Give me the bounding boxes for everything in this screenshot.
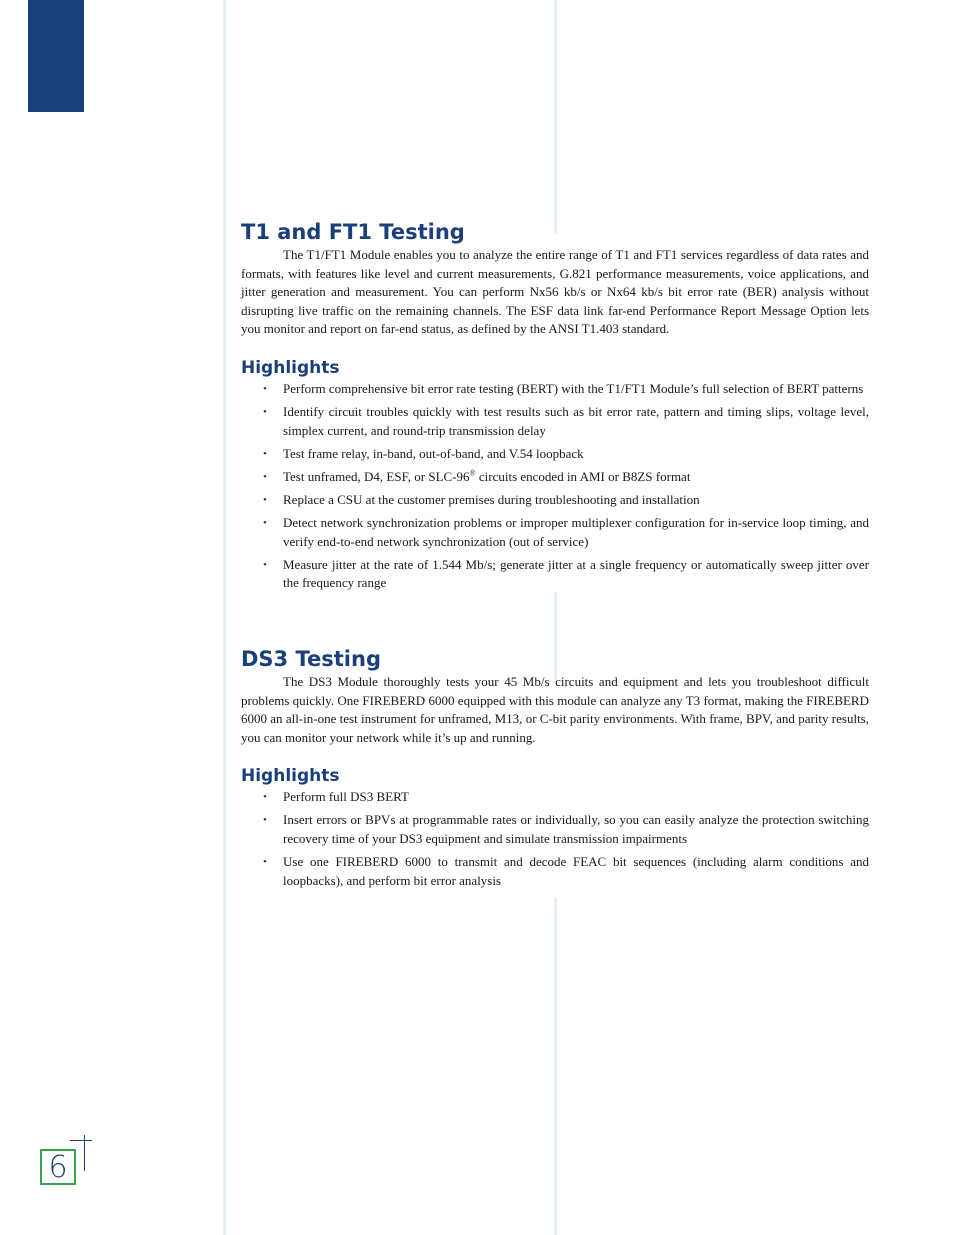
list-item: • Replace a CSU at the customer premises during troubleshooting and installation — [241, 491, 869, 510]
center-guide-line-bottom — [554, 898, 557, 1235]
list-item: • Perform full DS3 BERT — [241, 788, 869, 807]
ds3-section-title: DS3 Testing — [241, 646, 381, 671]
list-item: • Perform comprehensive bit error rate testing (BERT) with the T1/FT1 Module’s full selection of BERT patterns — [241, 380, 869, 399]
page-content — [241, 218, 869, 895]
registered-mark: ® — [469, 468, 476, 478]
t1-highlights-title: Highlights — [241, 357, 340, 378]
crop-mark-vertical — [84, 1135, 85, 1171]
bullet-icon: • — [263, 558, 267, 571]
t1-section-title: T1 and FT1 Testing — [241, 220, 465, 244]
ds3-highlights-list — [241, 788, 869, 890]
list-item: • Detect network synchronization problems or improper multiplexer configuration for in-service loop timing, and verify end-to-end network synchronization (out of service) — [263, 515, 869, 549]
ds3-section-body: The DS3 Module thoroughly tests your 45 Mb/s circuits and equipment and lets you troubleshoot difficult problems quickly. One FIREBERD 6000 equipped with this module can analyze any T3 format, making the FIREBERD 6000 an all-in-one test instrument for unframed, M13, or C-bit parity environments. With frame, BPV, and parity results, you can monitor your network while it’s up and running. — [241, 673, 869, 745]
bullet-icon: • — [263, 791, 267, 804]
bullet-icon: • — [263, 493, 267, 506]
page-number: 6 — [40, 1149, 76, 1185]
list-item: • Use one FIREBERD 6000 to transmit and decode FEAC bit sequences (including alarm conditions and loopbacks), and perform bit error analysis — [263, 854, 869, 888]
list-item: • Insert errors or BPVs at programmable rates or individually, so you can easily analyze the protection switching recovery time of your DS3 equipment and simulate transmission impairments — [263, 812, 869, 846]
t1-section-body: The T1/FT1 Module enables you to analyze the entire range of T1 and FT1 services regardless of data rates and formats, with features like level and current measurements, G.821 performance measurements, voice applications, and jitter generation and measurement. You can perform Nx56 kb/s or Nx64 kb/s bit error rate (BER) analysis without disrupting live traffic on the remaining channels. The ESF data link far-end Performance Report Message Option lets you monitor and report on far-end status, as defined by the ANSI T1.403 standard. — [241, 247, 869, 337]
bullet-icon: • — [263, 470, 267, 483]
bullet-icon: • — [263, 447, 267, 460]
crop-mark-horizontal — [70, 1140, 92, 1141]
header-color-block — [28, 0, 84, 112]
bullet-icon: • — [263, 382, 267, 395]
center-guide-line-top — [554, 0, 557, 234]
bullet-icon: • — [263, 814, 267, 827]
bullet-icon: • — [263, 856, 267, 869]
ds3-highlights-title: Highlights — [241, 766, 340, 787]
left-guide-line — [223, 0, 226, 1235]
list-item: • Measure jitter at the rate of 1.544 Mb/s; generate jitter at a single frequency or automatically sweep jitter over the frequency range — [263, 556, 869, 591]
list-item: • Test unframed, D4, ESF, or SLC-96® circuits encoded in AMI or B8ZS format — [241, 468, 869, 487]
list-item: • Test frame relay, in-band, out-of-band, and V.54 loopback — [241, 445, 869, 464]
list-item: • Identify circuit troubles quickly with test results such as bit error rate, pattern and timing slips, voltage level, simplex current, and round-trip transmission delay — [263, 404, 869, 438]
bullet-icon: • — [263, 406, 267, 419]
t1-highlights-list — [241, 380, 869, 593]
bullet-icon: • — [263, 517, 267, 530]
